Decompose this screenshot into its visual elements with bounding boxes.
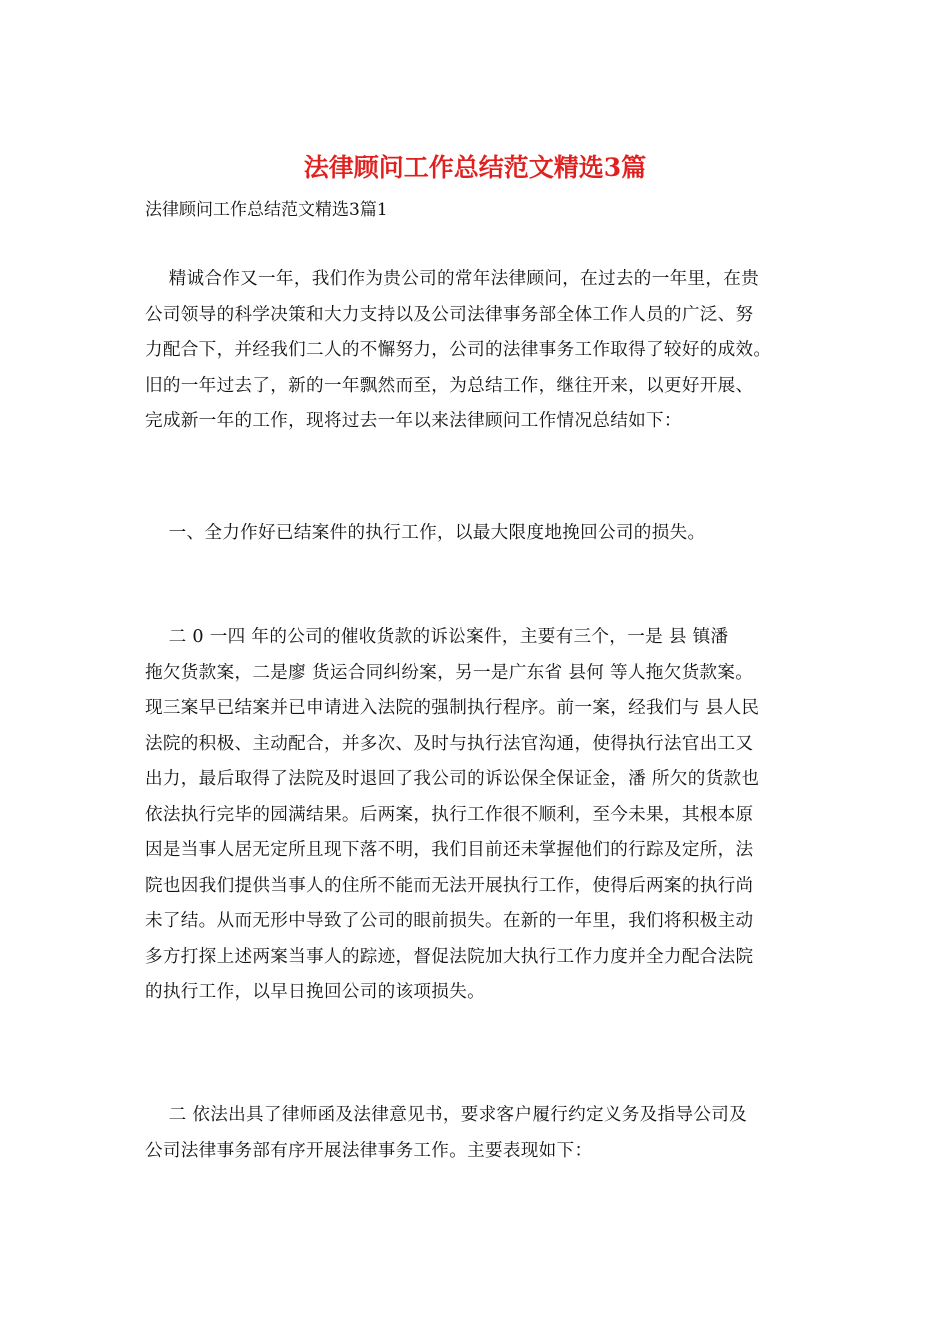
paragraph-line: 未了结。从而无形中导致了公司的眼前损失。在新的一年里，我们将积极主动 bbox=[145, 911, 754, 931]
paragraph-line: 公司法律事务部有序开展法律事务工作。主要表现如下： bbox=[145, 1140, 593, 1161]
paragraph-line: 院也因我们提供当事人的住所不能而无法开展执行工作，使得后两案的执行尚 bbox=[145, 875, 754, 896]
paragraph-line: 公司领导的科学决策和大力支持以及公司法律事务部全体工作人员的广泛、努 bbox=[145, 304, 754, 325]
paragraph-line: 现三案早已结案并已申请进入法院的强制执行程序。前一案，经我们与 县人民 bbox=[145, 698, 760, 718]
paragraph-line: 二 依法出具了律师函及法律意见书，要求客户履行约定义务及指导公司及 bbox=[145, 1105, 748, 1125]
paragraph-line: 精诚合作又一年，我们作为贵公司的常年法律顾问，在过去的一年里，在贵 bbox=[145, 269, 760, 289]
document-subtitle: 法律顾问工作总结范文精选3篇1 bbox=[145, 200, 388, 220]
paragraph-line: 多方打探上述两案当事人的踪迹，督促法院加大执行工作力度并全力配合法院 bbox=[145, 946, 754, 967]
paragraph-line: 拖欠货款案，二是廖 货运合同纠纷案，另一是广东省 县何 等人拖欠货款案。 bbox=[145, 662, 754, 683]
paragraph-line: 完成新一年的工作，现将过去一年以来法律顾问工作情况总结如下： bbox=[145, 411, 682, 431]
paragraph-line: 旧的一年过去了，新的一年飘然而至，为总结工作，继往开来，以更好开展、 bbox=[145, 375, 754, 396]
paragraph-line: 依法执行完毕的园满结果。后两案，执行工作很不顺利，至今未果，其根本原 bbox=[145, 804, 754, 825]
paragraph-line: 力配合下，并经我们二人的不懈努力，公司的法律事务工作取得了较好的成效。 bbox=[145, 340, 772, 360]
paragraph-line: 的执行工作，以早日挽回公司的该项损失。 bbox=[145, 982, 485, 1002]
paragraph-line: 一、全力作好已结案件的执行工作，以最大限度地挽回公司的损失。 bbox=[145, 523, 706, 543]
paragraph-section-one-heading bbox=[145, 516, 705, 552]
paragraph-section-one-body bbox=[145, 620, 759, 1011]
paragraph-line: 出力，最后取得了法院及时退回了我公司的诉讼保全保证金，潘 所欠的货款也 bbox=[145, 769, 760, 789]
paragraph-section-two bbox=[145, 1098, 747, 1169]
paragraph-intro bbox=[145, 262, 771, 440]
paragraph-line: 二 0 一四 年的公司的催收货款的诉讼案件，主要有三个，一是 县 镇潘 bbox=[145, 627, 729, 647]
paragraph-line: 法院的积极、主动配合，并多次、及时与执行法官沟通，使得执行法官出工又 bbox=[145, 733, 754, 754]
paragraph-line: 因是当事人居无定所且现下落不明，我们目前还未掌握他们的行踪及定所，法 bbox=[145, 840, 754, 860]
document-title: 法律顾问工作总结范文精选3篇 bbox=[303, 153, 647, 182]
